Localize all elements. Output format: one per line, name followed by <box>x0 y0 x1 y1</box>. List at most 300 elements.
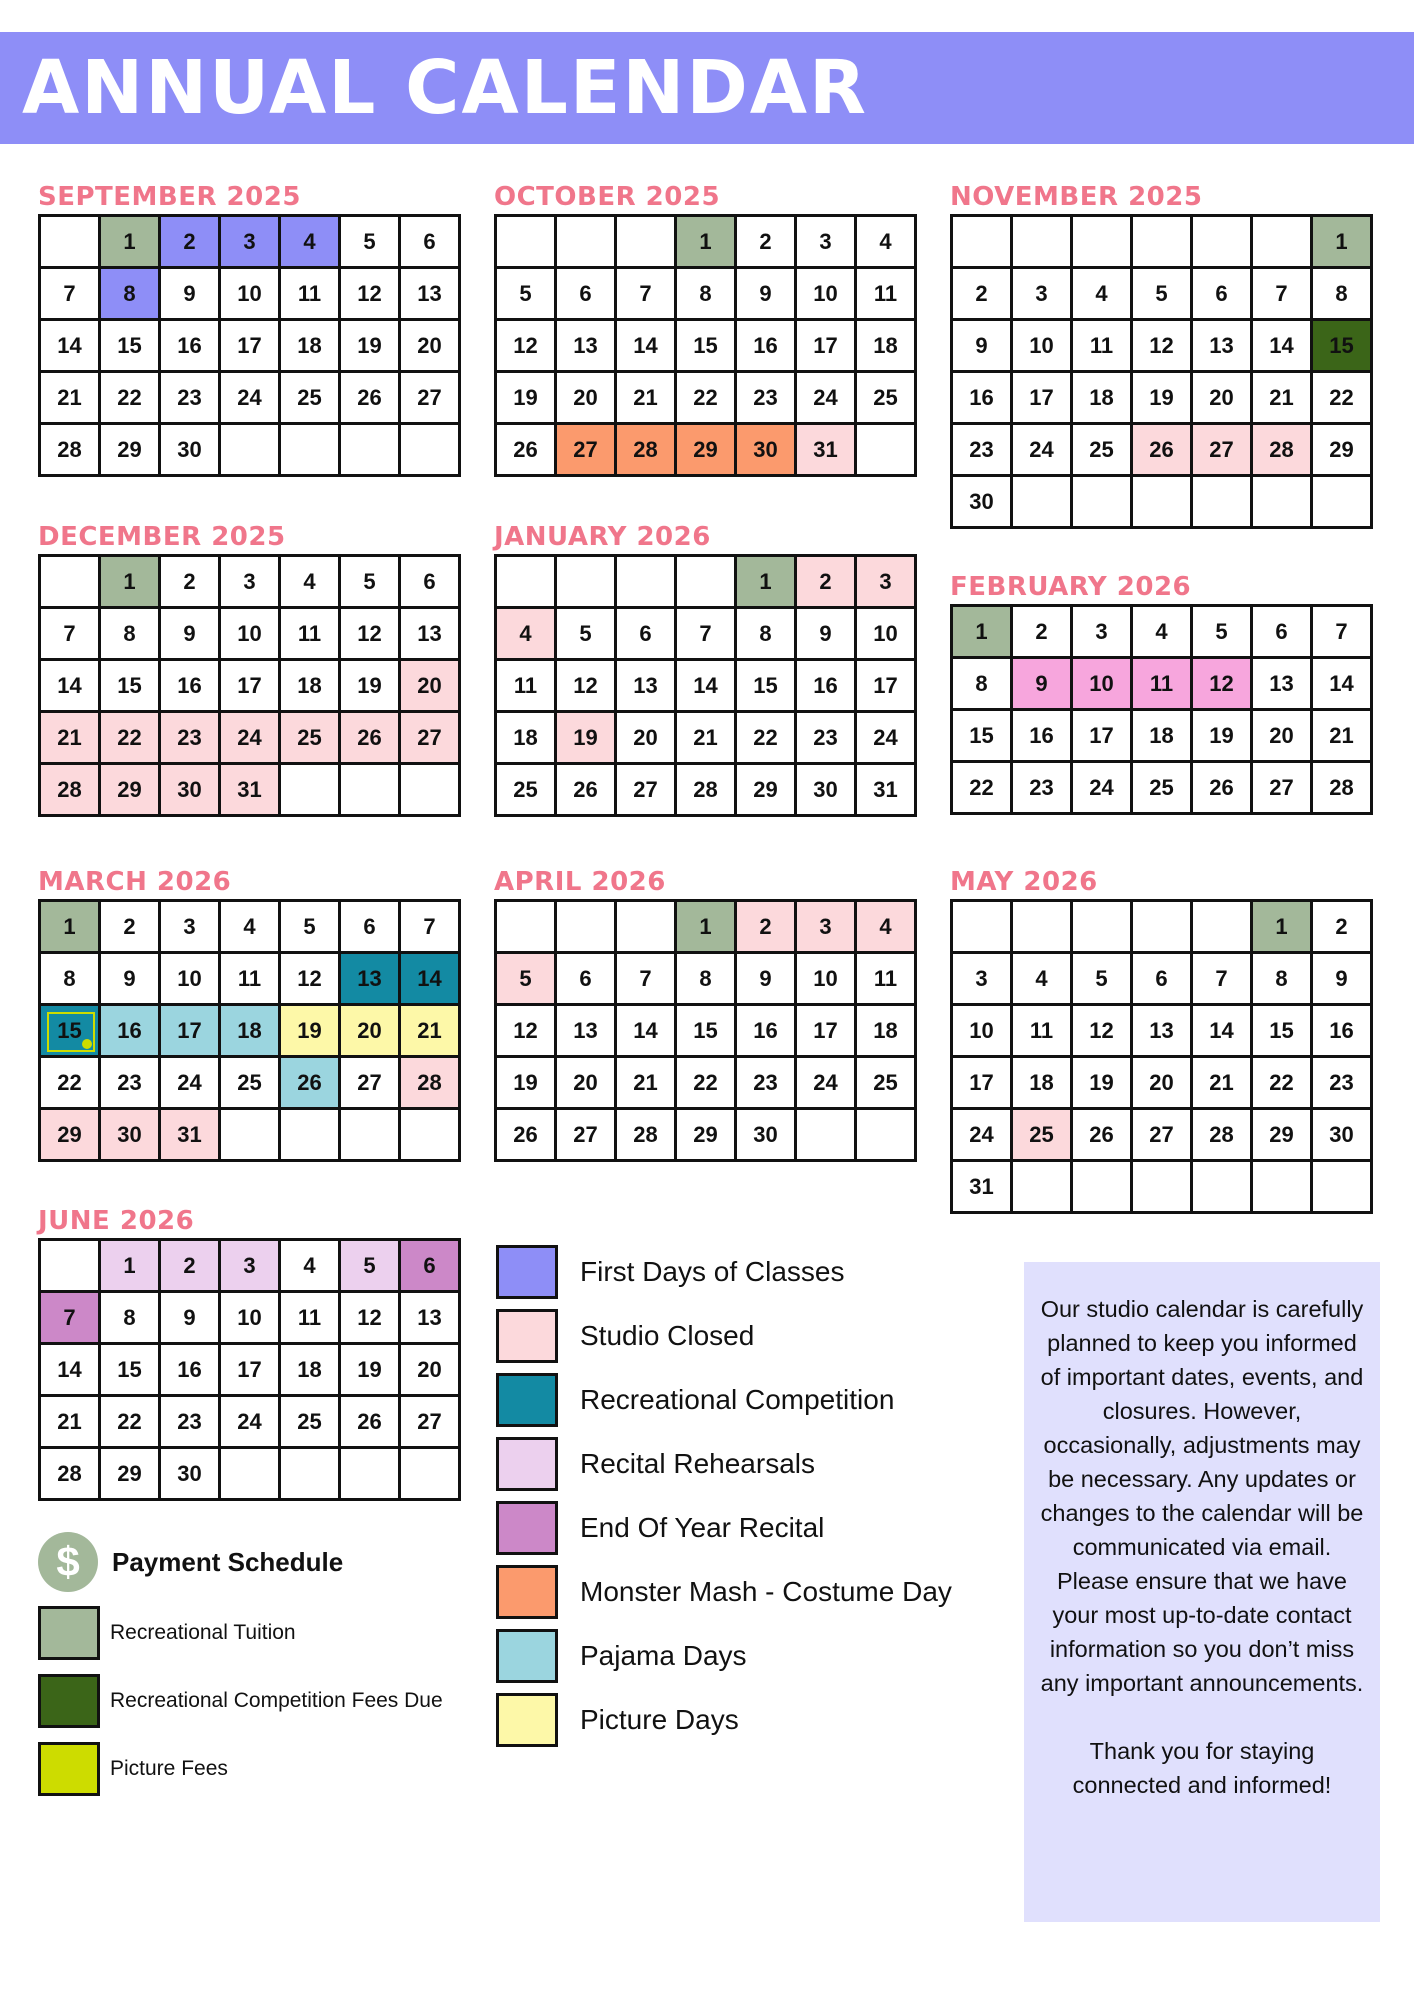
day-cell: 21 <box>1253 373 1313 425</box>
day-cell: 1 <box>101 557 161 609</box>
month-grid <box>38 1238 461 1501</box>
day-cell: 9 <box>737 954 797 1006</box>
day-cell: 5 <box>1073 954 1133 1006</box>
empty-cell <box>557 557 617 609</box>
day-cell: 4 <box>281 217 341 269</box>
day-cell: 15 <box>737 661 797 713</box>
month-grid <box>950 604 1373 815</box>
day-cell: 17 <box>221 1345 281 1397</box>
day-cell: 18 <box>857 321 917 373</box>
month-grid <box>950 214 1373 529</box>
day-cell: 24 <box>953 1110 1013 1162</box>
day-cell: 17 <box>161 1006 221 1058</box>
empty-cell <box>1073 217 1133 269</box>
day-cell: 24 <box>797 373 857 425</box>
day-cell: 14 <box>41 321 101 373</box>
legend-item <box>496 1496 1016 1560</box>
day-cell: 30 <box>101 1110 161 1162</box>
empty-cell <box>1193 902 1253 954</box>
payment-schedule-title: Payment Schedule <box>112 1546 344 1577</box>
day-cell: 3 <box>953 954 1013 1006</box>
day-cell: 22 <box>953 763 1013 815</box>
info-note <box>1024 1262 1380 1922</box>
payment-label: Picture Fees <box>110 1757 228 1780</box>
day-cell: 16 <box>737 321 797 373</box>
day-cell: 8 <box>101 1293 161 1345</box>
day-cell: 20 <box>1193 373 1253 425</box>
day-cell: 5 <box>341 1241 401 1293</box>
day-cell: 22 <box>677 373 737 425</box>
day-cell: 27 <box>1253 763 1313 815</box>
day-cell: 12 <box>557 661 617 713</box>
day-cell: 24 <box>857 713 917 765</box>
day-cell: 23 <box>737 1058 797 1110</box>
empty-cell <box>1253 477 1313 529</box>
day-cell: 10 <box>161 954 221 1006</box>
day-cell: 1 <box>677 902 737 954</box>
empty-cell <box>341 1449 401 1501</box>
day-cell: 27 <box>557 425 617 477</box>
month-grid <box>494 554 917 817</box>
payment-item <box>38 1674 498 1728</box>
day-cell: 14 <box>1313 659 1373 711</box>
day-cell: 16 <box>161 321 221 373</box>
day-cell: 1 <box>677 217 737 269</box>
empty-cell <box>953 902 1013 954</box>
day-cell: 3 <box>221 1241 281 1293</box>
day-cell: 8 <box>677 954 737 1006</box>
day-cell: 21 <box>677 713 737 765</box>
day-cell: 23 <box>101 1058 161 1110</box>
day-cell: 7 <box>1313 607 1373 659</box>
day-cell: 3 <box>221 557 281 609</box>
empty-cell <box>617 217 677 269</box>
empty-cell <box>1013 902 1073 954</box>
day-cell: 18 <box>497 713 557 765</box>
day-cell: 2 <box>737 217 797 269</box>
page-title: ANNUAL CALENDAR <box>22 45 869 131</box>
day-cell: 28 <box>41 765 101 817</box>
day-cell: 4 <box>857 217 917 269</box>
payment-schedule-header <box>38 1530 498 1594</box>
legend-label: Recital Rehearsals <box>580 1448 815 1479</box>
empty-cell <box>497 217 557 269</box>
month-grid <box>950 899 1373 1214</box>
legend-swatch <box>496 1245 558 1299</box>
day-cell: 26 <box>497 1110 557 1162</box>
day-cell: 28 <box>1193 1110 1253 1162</box>
legend-swatch <box>496 1309 558 1363</box>
day-cell: 6 <box>1193 269 1253 321</box>
day-cell: 25 <box>1073 425 1133 477</box>
day-cell: 16 <box>797 661 857 713</box>
day-cell: 15 <box>677 321 737 373</box>
day-cell: 2 <box>737 902 797 954</box>
empty-cell <box>401 765 461 817</box>
empty-cell <box>41 1241 101 1293</box>
day-cell: 18 <box>281 661 341 713</box>
day-cell: 14 <box>1193 1006 1253 1058</box>
day-cell: 21 <box>1313 711 1373 763</box>
day-cell: 6 <box>557 954 617 1006</box>
day-cell: 16 <box>101 1006 161 1058</box>
day-cell: 9 <box>953 321 1013 373</box>
day-cell: 22 <box>737 713 797 765</box>
day-cell: 15 <box>1313 321 1373 373</box>
day-cell: 13 <box>1253 659 1313 711</box>
day-cell: 30 <box>737 1110 797 1162</box>
day-cell: 10 <box>1013 321 1073 373</box>
empty-cell <box>401 1449 461 1501</box>
empty-cell <box>857 1110 917 1162</box>
dollar-icon: $ <box>38 1532 98 1592</box>
day-cell: 29 <box>677 1110 737 1162</box>
legend-swatch <box>496 1565 558 1619</box>
day-cell: 18 <box>1013 1058 1073 1110</box>
day-cell: 30 <box>1313 1110 1373 1162</box>
day-cell: 30 <box>161 1449 221 1501</box>
empty-cell <box>857 425 917 477</box>
legend-item <box>496 1624 1016 1688</box>
day-cell: 25 <box>1013 1110 1073 1162</box>
month-title: JUNE 2026 <box>38 1206 195 1236</box>
day-cell: 19 <box>281 1006 341 1058</box>
day-cell: 17 <box>953 1058 1013 1110</box>
day-cell: 4 <box>1073 269 1133 321</box>
day-cell: 7 <box>41 609 101 661</box>
day-cell: 30 <box>953 477 1013 529</box>
payment-item <box>38 1606 498 1660</box>
day-cell: 18 <box>221 1006 281 1058</box>
note-paragraph: Our studio calendar is carefully planned to keep you informed of important dates, events, and closures. However, occasionally, adjustments may be necessary. Any updates or changes to the calendar will be communicated via email. Please ensure that we have your most up-to-date contact information so you don’t miss any important announcements. <box>1040 1296 1364 1696</box>
day-cell: 27 <box>557 1110 617 1162</box>
day-cell: 11 <box>1133 659 1193 711</box>
day-cell: 10 <box>953 1006 1013 1058</box>
day-cell: 2 <box>953 269 1013 321</box>
day-cell: 5 <box>1133 269 1193 321</box>
empty-cell <box>341 765 401 817</box>
empty-cell <box>1073 477 1133 529</box>
day-cell: 16 <box>161 661 221 713</box>
day-cell: 11 <box>857 954 917 1006</box>
day-cell: 5 <box>281 902 341 954</box>
month-grid <box>38 554 461 817</box>
day-cell: 4 <box>281 557 341 609</box>
day-cell: 13 <box>1193 321 1253 373</box>
legend-swatch <box>496 1373 558 1427</box>
empty-cell <box>341 425 401 477</box>
month-grid <box>494 214 917 477</box>
empty-cell <box>281 765 341 817</box>
day-cell: 30 <box>161 765 221 817</box>
empty-cell <box>1133 902 1193 954</box>
day-cell: 11 <box>221 954 281 1006</box>
day-cell: 20 <box>557 373 617 425</box>
day-cell: 10 <box>857 609 917 661</box>
day-cell: 6 <box>1133 954 1193 1006</box>
legend-label: Studio Closed <box>580 1320 755 1351</box>
day-cell: 22 <box>41 1058 101 1110</box>
day-cell: 15 <box>101 661 161 713</box>
day-cell: 21 <box>41 373 101 425</box>
header-banner <box>0 32 1414 144</box>
empty-cell <box>1193 217 1253 269</box>
day-cell: 21 <box>617 1058 677 1110</box>
day-cell: 21 <box>41 713 101 765</box>
day-cell: 1 <box>737 557 797 609</box>
day-cell: 29 <box>737 765 797 817</box>
day-cell: 9 <box>1313 954 1373 1006</box>
empty-cell <box>1013 477 1073 529</box>
day-cell: 10 <box>797 954 857 1006</box>
empty-cell <box>1013 1162 1073 1214</box>
day-cell: 7 <box>401 902 461 954</box>
day-cell: 25 <box>857 373 917 425</box>
month-grid <box>494 899 917 1162</box>
day-cell: 19 <box>1133 373 1193 425</box>
empty-cell <box>617 557 677 609</box>
day-cell: 4 <box>857 902 917 954</box>
day-cell: 2 <box>161 1241 221 1293</box>
day-cell: 21 <box>617 373 677 425</box>
empty-cell <box>281 1449 341 1501</box>
empty-cell <box>557 217 617 269</box>
day-cell: 15 <box>1253 1006 1313 1058</box>
day-cell: 30 <box>161 425 221 477</box>
payment-label: Recreational Tuition <box>110 1621 296 1644</box>
empty-cell <box>281 1110 341 1162</box>
day-cell: 13 <box>341 954 401 1006</box>
day-cell: 4 <box>497 609 557 661</box>
month-calendar <box>38 520 464 817</box>
day-cell: 7 <box>617 269 677 321</box>
month-calendar <box>950 180 1376 529</box>
day-cell: 13 <box>557 321 617 373</box>
day-cell: 17 <box>1013 373 1073 425</box>
day-cell: 13 <box>1133 1006 1193 1058</box>
empty-cell <box>677 557 737 609</box>
day-cell: 8 <box>1313 269 1373 321</box>
day-cell: 20 <box>401 1345 461 1397</box>
empty-cell <box>1013 217 1073 269</box>
day-cell: 10 <box>221 269 281 321</box>
day-cell: 3 <box>221 217 281 269</box>
day-cell: 23 <box>161 373 221 425</box>
legend-item <box>496 1240 1016 1304</box>
day-cell: 29 <box>1313 425 1373 477</box>
day-cell: 15 <box>41 1006 101 1058</box>
month-title: DECEMBER 2025 <box>38 522 286 552</box>
day-cell: 10 <box>797 269 857 321</box>
day-cell: 4 <box>281 1241 341 1293</box>
empty-cell <box>497 557 557 609</box>
day-cell: 28 <box>1313 763 1373 815</box>
month-grid <box>38 214 461 477</box>
day-cell: 5 <box>497 954 557 1006</box>
day-cell: 18 <box>857 1006 917 1058</box>
day-cell: 24 <box>221 1397 281 1449</box>
legend-swatch <box>496 1693 558 1747</box>
day-cell: 7 <box>1193 954 1253 1006</box>
day-cell: 25 <box>497 765 557 817</box>
day-cell: 19 <box>1193 711 1253 763</box>
day-cell: 28 <box>1253 425 1313 477</box>
day-cell: 10 <box>1073 659 1133 711</box>
day-cell: 14 <box>401 954 461 1006</box>
empty-cell <box>1133 477 1193 529</box>
day-cell: 3 <box>797 217 857 269</box>
day-cell: 16 <box>737 1006 797 1058</box>
month-calendar <box>38 1204 464 1501</box>
day-cell: 18 <box>1133 711 1193 763</box>
day-cell: 26 <box>497 425 557 477</box>
day-cell: 20 <box>1253 711 1313 763</box>
day-cell: 23 <box>1313 1058 1373 1110</box>
month-calendar <box>950 865 1376 1214</box>
day-cell: 26 <box>281 1058 341 1110</box>
day-cell: 10 <box>221 609 281 661</box>
day-cell: 20 <box>617 713 677 765</box>
day-cell: 14 <box>617 1006 677 1058</box>
day-cell: 9 <box>101 954 161 1006</box>
day-cell: 9 <box>161 269 221 321</box>
empty-cell <box>1253 1162 1313 1214</box>
day-cell: 19 <box>1073 1058 1133 1110</box>
day-cell: 21 <box>401 1006 461 1058</box>
day-cell: 9 <box>161 1293 221 1345</box>
day-cell: 6 <box>401 557 461 609</box>
day-cell: 12 <box>281 954 341 1006</box>
day-cell: 7 <box>677 609 737 661</box>
note-thanks: Thank you for staying connected and informed! <box>1072 1738 1332 1798</box>
day-cell: 27 <box>401 373 461 425</box>
day-cell: 15 <box>101 1345 161 1397</box>
day-cell: 19 <box>497 1058 557 1110</box>
day-cell: 9 <box>161 609 221 661</box>
day-cell: 14 <box>41 661 101 713</box>
empty-cell <box>1073 1162 1133 1214</box>
payment-schedule <box>38 1530 498 1796</box>
empty-cell <box>617 902 677 954</box>
empty-cell <box>221 1110 281 1162</box>
empty-cell <box>221 1449 281 1501</box>
day-cell: 2 <box>797 557 857 609</box>
day-cell: 22 <box>101 1397 161 1449</box>
day-cell: 8 <box>737 609 797 661</box>
day-cell: 24 <box>221 713 281 765</box>
day-cell: 9 <box>1013 659 1073 711</box>
day-cell: 19 <box>341 661 401 713</box>
day-cell: 21 <box>1193 1058 1253 1110</box>
day-cell: 25 <box>281 713 341 765</box>
day-cell: 26 <box>341 713 401 765</box>
month-calendar <box>38 180 464 477</box>
day-cell: 23 <box>737 373 797 425</box>
day-cell: 28 <box>401 1058 461 1110</box>
event-legend <box>496 1240 1016 1752</box>
day-cell: 5 <box>557 609 617 661</box>
payment-label: Recreational Competition Fees Due <box>110 1689 443 1712</box>
month-calendar <box>494 180 920 477</box>
empty-cell <box>1073 902 1133 954</box>
day-cell: 27 <box>1193 425 1253 477</box>
legend-label: Recreational Competition <box>580 1384 895 1415</box>
payment-swatch <box>38 1674 100 1728</box>
empty-cell <box>281 425 341 477</box>
day-cell: 28 <box>617 1110 677 1162</box>
day-cell: 17 <box>797 1006 857 1058</box>
empty-cell <box>1253 217 1313 269</box>
legend-label: End Of Year Recital <box>580 1512 825 1543</box>
empty-cell <box>797 1110 857 1162</box>
day-cell: 6 <box>341 902 401 954</box>
day-cell: 9 <box>737 269 797 321</box>
day-cell: 27 <box>1133 1110 1193 1162</box>
day-cell: 2 <box>1013 607 1073 659</box>
day-cell: 26 <box>341 373 401 425</box>
day-cell: 17 <box>1073 711 1133 763</box>
month-title: APRIL 2026 <box>494 867 666 897</box>
day-cell: 24 <box>1013 425 1073 477</box>
payment-items <box>38 1606 498 1796</box>
day-cell: 7 <box>41 1293 101 1345</box>
empty-cell <box>953 217 1013 269</box>
legend-swatch <box>496 1437 558 1491</box>
day-cell: 29 <box>101 1449 161 1501</box>
day-cell: 24 <box>1073 763 1133 815</box>
empty-cell <box>497 902 557 954</box>
day-cell: 8 <box>101 269 161 321</box>
day-cell: 19 <box>341 321 401 373</box>
month-title: MARCH 2026 <box>38 867 232 897</box>
month-calendar <box>38 865 464 1162</box>
legend-swatch <box>496 1501 558 1555</box>
day-cell: 4 <box>1133 607 1193 659</box>
day-cell: 28 <box>41 1449 101 1501</box>
day-cell: 24 <box>161 1058 221 1110</box>
empty-cell <box>221 425 281 477</box>
day-cell: 25 <box>221 1058 281 1110</box>
day-cell: 3 <box>1013 269 1073 321</box>
day-cell: 26 <box>1133 425 1193 477</box>
legend-label: Monster Mash - Costume Day <box>580 1576 952 1607</box>
day-cell: 26 <box>1073 1110 1133 1162</box>
legend-label: Picture Days <box>580 1704 739 1735</box>
day-cell: 26 <box>1193 763 1253 815</box>
day-cell: 14 <box>677 661 737 713</box>
day-cell: 15 <box>101 321 161 373</box>
day-cell: 8 <box>953 659 1013 711</box>
day-cell: 25 <box>281 373 341 425</box>
day-cell: 6 <box>1253 607 1313 659</box>
day-cell: 11 <box>281 609 341 661</box>
month-calendar <box>494 865 920 1162</box>
day-cell: 11 <box>497 661 557 713</box>
month-title: OCTOBER 2025 <box>494 182 721 212</box>
day-cell: 17 <box>857 661 917 713</box>
day-cell: 10 <box>221 1293 281 1345</box>
day-cell: 13 <box>617 661 677 713</box>
day-cell: 1 <box>1253 902 1313 954</box>
day-cell: 1 <box>41 902 101 954</box>
day-cell: 13 <box>401 269 461 321</box>
day-cell: 14 <box>41 1345 101 1397</box>
day-cell: 12 <box>1073 1006 1133 1058</box>
day-cell: 1 <box>101 1241 161 1293</box>
empty-cell <box>557 902 617 954</box>
empty-cell <box>1313 477 1373 529</box>
day-cell: 18 <box>281 1345 341 1397</box>
